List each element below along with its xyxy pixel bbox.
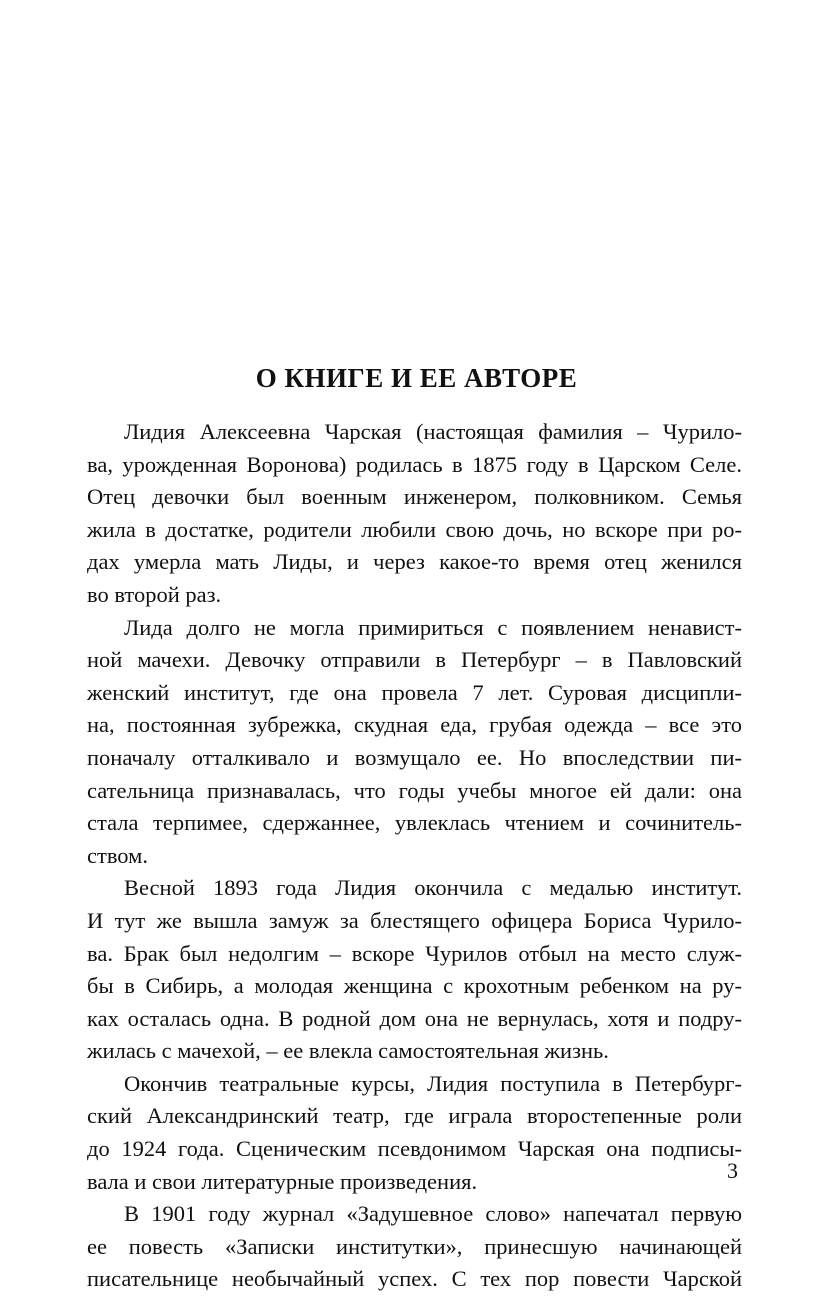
- text-line: сательница признавалась, что годы учебы многое ей дали: она: [87, 777, 742, 803]
- text-line: жилась с мачехой, – ее влекла самостоятельная жизнь.: [87, 1038, 609, 1064]
- text-line: ва. Брак был недолгим – вскоре Чурилов отбыл на место служ-: [87, 940, 742, 966]
- text-line: ский Александринский театр, где играла второстепенные роли: [87, 1103, 742, 1129]
- page-number: 3: [727, 1158, 738, 1183]
- text-line: дах умерла мать Лиды, и через какое-то время отец женился: [87, 549, 742, 575]
- text-line: Весной 1893 года Лидия окончила с медалью институт.: [124, 875, 742, 901]
- text-line: Лида долго не могла примириться с появлением ненавист-: [124, 614, 742, 640]
- text-line: Отец девочки был военным инженером, полковником. Семья: [87, 484, 742, 510]
- text-line: на, постоянная зубрежка, скудная еда, грубая одежда – все это: [87, 712, 742, 738]
- text-line: до 1924 года. Сценическим псевдонимом Чарская она подписы-: [87, 1136, 742, 1162]
- text-line: ством.: [87, 842, 148, 868]
- text-line: писательнице необычайный успех. С тех пор повести Чарской: [87, 1266, 742, 1292]
- text-line: жила в достатке, родители любили свою дочь, но вскоре при ро-: [87, 516, 742, 542]
- text-line: стала терпимее, сдержаннее, увлеклась чтением и сочинитель-: [87, 810, 742, 836]
- text-line: во второй раз.: [87, 581, 222, 607]
- text-line: ках осталась одна. В родной дом она не вернулась, хотя и подру-: [87, 1005, 742, 1031]
- text-line: Лидия Алексеевна Чарская (настоящая фамилия – Чурило-: [124, 419, 742, 444]
- text-line: И тут же вышла замуж за блестящего офицера Бориса Чурило-: [87, 907, 742, 933]
- text-line: Окончив театральные курсы, Лидия поступила в Петербург-: [124, 1070, 742, 1096]
- chapter-title: О КНИГЕ И ЕЕ АВТОРЕ: [255, 363, 578, 393]
- text-line: ной мачехи. Девочку отправили в Петербург – в Павловский: [87, 647, 742, 673]
- text-line: бы в Сибирь, а молодая женщина с крохотным ребенком на ру-: [87, 973, 742, 999]
- text-line: В 1901 году журнал «Задушевное слово» напечатал первую: [124, 1201, 742, 1227]
- article-body: [87, 416, 742, 1296]
- text-line: вала и свои литературные произведения.: [87, 1168, 478, 1194]
- text-line: поначалу отталкивало и возмущало ее. Но впоследствии пи-: [87, 744, 742, 770]
- text-line: женский институт, где она провела 7 лет. Суровая дисципли-: [87, 679, 742, 705]
- text-line: ва, урожденная Воронова) родилась в 1875 году в Царском Селе.: [87, 451, 742, 477]
- text-line: ее повесть «Записки институтки», принесшую начинающей: [87, 1233, 742, 1259]
